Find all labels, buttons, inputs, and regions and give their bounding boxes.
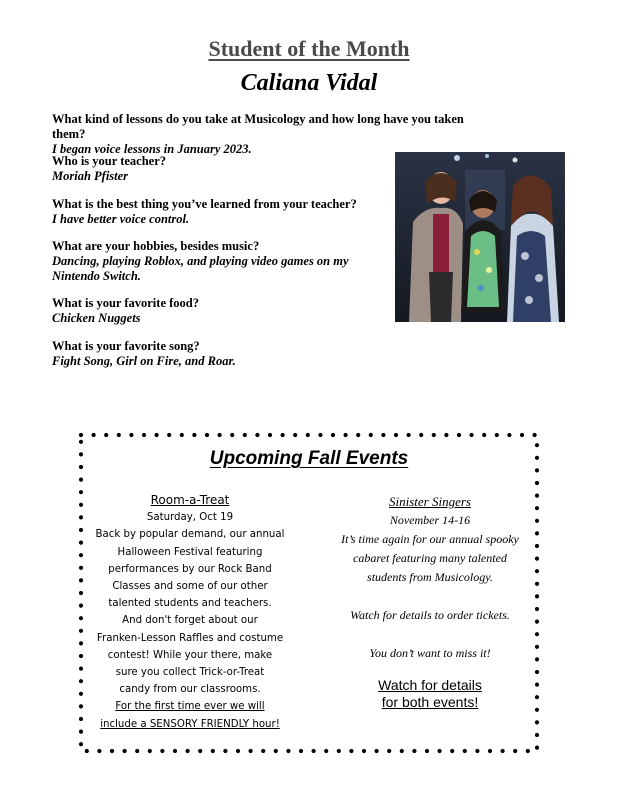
question-text: What is your favorite song?	[52, 339, 200, 353]
event-line: It’s time again for our annual spooky	[341, 532, 519, 546]
event-line: Halloween Festival featuring	[117, 546, 263, 558]
answer-text: I began voice lessons in January 2023.	[52, 142, 252, 156]
watch-details-note: Watch for details	[378, 677, 482, 693]
event-line: You don’t want to miss it!	[369, 646, 491, 660]
student-name: Caliana Vidal	[240, 70, 378, 96]
event-line: And don't forget about our	[122, 615, 258, 627]
answer-text: Moriah Pfister	[52, 169, 129, 183]
answer-text: I have better voice control.	[52, 212, 190, 226]
event-line: candy from our classrooms.	[119, 684, 261, 696]
event-date: Saturday, Oct 19	[146, 512, 234, 524]
photo-illustration	[395, 152, 565, 322]
question-text: What is the best thing you’ve learned from your teacher?	[52, 197, 357, 211]
event-line: Franken-Lesson Raffles and costume	[96, 632, 284, 644]
answer-text: Fight Song, Girl on Fire, and Roar.	[52, 354, 236, 368]
event-line: performances by our Rock Band	[108, 563, 272, 575]
sensory-friendly-note: include a SENSORY FRIENDLY hour!	[100, 718, 280, 730]
question-text: Who is your teacher?	[52, 154, 166, 168]
watch-details-note: for both events!	[381, 694, 479, 710]
event-line: Watch for details to order tickets.	[350, 608, 510, 622]
question-text: What are your hobbies, besides music?	[52, 239, 260, 253]
event-sinister-singers	[325, 492, 535, 711]
question-text: What kind of lessons do you take at Musicology and how long have you taken them?	[52, 112, 464, 141]
event-line: contest! While your there, make	[107, 649, 273, 661]
sensory-friendly-note: For the first time ever we will	[115, 701, 265, 713]
event-line: sure you collect Trick-or-Treat	[115, 667, 265, 679]
event-line: talented students and teachers.	[108, 598, 272, 610]
qa-lessons	[52, 112, 497, 157]
student-photo	[395, 152, 565, 322]
event-line: cabaret featuring many talented	[353, 551, 507, 565]
event-room-a-treat	[92, 492, 288, 733]
event-date: November 14-16	[389, 513, 471, 527]
event-title: Sinister Singers	[389, 494, 471, 509]
question-text: What is your favorite food?	[52, 296, 199, 310]
answer-text: Dancing, playing Roblox, and playing video games on my	[52, 254, 349, 268]
event-line: Classes and some of our other	[112, 581, 268, 593]
page-title: Student of the Month	[208, 36, 410, 61]
qa-song	[52, 339, 497, 369]
event-line: Back by popular demand, our annual	[95, 529, 285, 541]
event-line: students from Musicology.	[367, 570, 493, 584]
answer-text: Chicken Nuggets	[52, 311, 141, 325]
answer-text: Nintendo Switch.	[52, 269, 141, 283]
events-heading: Upcoming Fall Events	[209, 448, 409, 469]
event-title: Room-a-Treat	[150, 493, 230, 507]
